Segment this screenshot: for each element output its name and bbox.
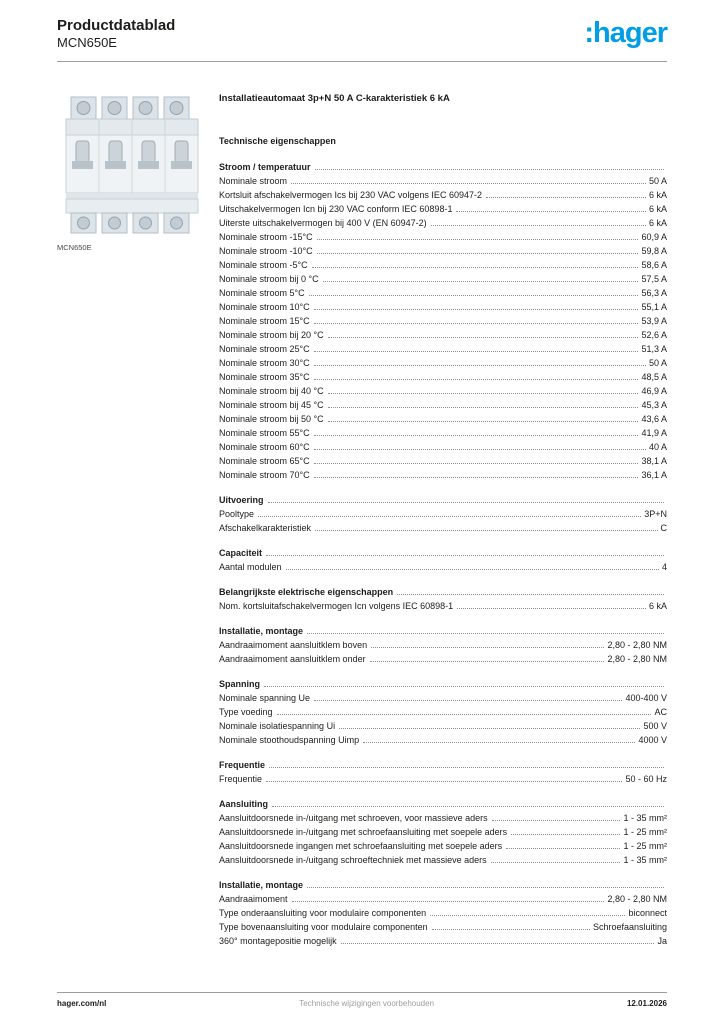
spec-label: Pooltype [219, 509, 255, 520]
header-titles [57, 17, 175, 51]
leader-dots [328, 393, 639, 394]
section-heading [219, 622, 667, 636]
section-heading-label: Frequentie [219, 760, 266, 771]
spec-row [219, 410, 667, 424]
spec-row [219, 904, 667, 918]
spec-row [219, 354, 667, 368]
spec-sections [219, 158, 667, 946]
leader-dots [456, 211, 646, 212]
spec-value: 40 A [648, 442, 667, 453]
leader-dots [370, 661, 605, 662]
leader-dots [430, 915, 625, 916]
section-heading-label: Belangrijkste elektrische eigenschappen [219, 587, 394, 598]
section-heading [219, 795, 667, 809]
spec-value: 2,80 - 2,80 NM [607, 640, 667, 651]
spec-value: 400-400 V [625, 693, 667, 704]
spec-label: Nominale stroom 70°C [219, 470, 310, 481]
spec-row [219, 597, 667, 611]
spec-value: 51,3 A [641, 344, 667, 355]
spec-row [219, 200, 667, 214]
section-heading [219, 544, 667, 558]
spec-value: 52,6 A [641, 330, 667, 341]
spec-label: Afschakelkarakteristiek [219, 523, 312, 534]
spec-row [219, 717, 667, 731]
leader-dots [315, 530, 657, 531]
spec-value: 50 - 60 Hz [625, 774, 667, 785]
header-divider [57, 61, 667, 62]
section-heading-label: Capaciteit [219, 548, 263, 559]
spec-value: 38,1 A [641, 456, 667, 467]
spec-row [219, 505, 667, 519]
leader-dots [491, 862, 621, 863]
spec-value: 48,5 A [641, 372, 667, 383]
section-heading [219, 158, 667, 172]
spec-value: 4 [661, 562, 667, 573]
footer-notice: Technische wijzigingen voorbehouden [299, 999, 435, 1008]
leader-dots [431, 225, 646, 226]
spec-value: 2,80 - 2,80 NM [607, 894, 667, 905]
leader-dots [266, 555, 664, 556]
spec-row [219, 452, 667, 466]
leader-dots [307, 887, 664, 888]
spec-value: 1 - 25 mm² [623, 841, 667, 852]
section-heading [219, 675, 667, 689]
leader-dots [317, 253, 639, 254]
spec-row [219, 809, 667, 823]
spec-row [219, 186, 667, 200]
spec-row [219, 689, 667, 703]
leader-dots [314, 700, 622, 701]
spec-row [219, 703, 667, 717]
spec-row [219, 650, 667, 664]
spec-label: Nominale stroom 5°C [219, 288, 305, 299]
product-code: MCN650E [57, 35, 117, 51]
leader-dots [317, 239, 639, 240]
spec-label: Nominale stroom 35°C [219, 372, 310, 383]
spec-value: 1 - 35 mm² [623, 855, 667, 866]
spec-label: Frequentie [219, 774, 263, 785]
tech-properties-heading: Technische eigenschappen [219, 136, 336, 147]
spec-row [219, 932, 667, 946]
spec-row [219, 284, 667, 298]
leader-dots [432, 929, 590, 930]
spec-row [219, 326, 667, 340]
leader-dots [328, 407, 639, 408]
product-image-column [57, 89, 207, 992]
leader-dots [328, 421, 639, 422]
spec-label: Nominale stoothoudspanning Uimp [219, 735, 360, 746]
spec-value: 58,6 A [641, 260, 667, 271]
spec-row [219, 424, 667, 438]
spec-label: Aansluitdoorsnede in-/uitgang met schroefaansluiting met soepele aders [219, 827, 508, 838]
leader-dots [269, 767, 664, 768]
spec-value: 45,3 A [641, 400, 667, 411]
leader-dots [272, 806, 664, 807]
spec-row [219, 228, 667, 242]
spec-label: Nominale stroom bij 40 °C [219, 386, 324, 397]
spec-value: 2,80 - 2,80 NM [607, 654, 667, 665]
section-heading [219, 756, 667, 770]
spec-row [219, 242, 667, 256]
spec-label: Aandraaimoment aansluitklem onder [219, 654, 366, 665]
footer-website: hager.com/nl [57, 999, 107, 1008]
leader-dots [315, 169, 664, 170]
spec-label: Type bovenaansluiting voor modulaire componenten [219, 922, 428, 933]
spec-row [219, 172, 667, 186]
spec-label: Type onderaansluiting voor modulaire componenten [219, 908, 427, 919]
spec-value: Schroefaansluiting [592, 922, 667, 933]
spec-value: 56,3 A [641, 288, 667, 299]
leader-dots [363, 742, 635, 743]
leader-dots [309, 295, 639, 296]
spec-value: 6 kA [648, 601, 667, 612]
section-heading-label: Installatie, montage [219, 880, 304, 891]
spec-row [219, 312, 667, 326]
leader-dots [312, 267, 639, 268]
section-heading-label: Spanning [219, 679, 260, 690]
leader-dots [314, 463, 639, 464]
leader-dots [457, 608, 646, 609]
spec-label: 360° montagepositie mogelijk [219, 936, 337, 947]
leader-dots [314, 351, 639, 352]
spec-label: Nom. kortsluitafschakelvermogen Icn volgens IEC 60898-1 [219, 601, 454, 612]
leader-dots [314, 379, 639, 380]
spec-value: 50 A [648, 176, 667, 187]
spec-label: Nominale stroom bij 45 °C [219, 400, 324, 411]
spec-value: AC [654, 707, 667, 718]
product-title: Installatieautomaat 3p+N 50 A C-karakteristiek 6 kA [219, 92, 450, 104]
spec-value: 55,1 A [641, 302, 667, 313]
spec-label: Nominale stroom bij 20 °C [219, 330, 324, 341]
spec-value: 6 kA [648, 190, 667, 201]
spec-value: Ja [657, 936, 667, 947]
leader-dots [292, 901, 605, 902]
header [57, 0, 667, 51]
spec-label: Aansluitdoorsnede in-/uitgang schroeftechniek met massieve aders [219, 855, 487, 866]
leader-dots [328, 337, 639, 338]
spec-label: Nominale stroom 55°C [219, 428, 310, 439]
spec-value: 6 kA [648, 204, 667, 215]
spec-row [219, 256, 667, 270]
spec-row [219, 466, 667, 480]
footer [57, 992, 667, 1024]
spec-label: Aandraaimoment aansluitklem boven [219, 640, 368, 651]
spec-label: Uitschakelvermogen Icn bij 230 VAC conform IEC 60898-1 [219, 204, 453, 215]
spec-row [219, 731, 667, 745]
spec-label: Type voeding [219, 707, 273, 718]
spec-value: C [660, 523, 667, 534]
footer-row [57, 993, 667, 1008]
spec-value: 53,9 A [641, 316, 667, 327]
spec-label: Aantal modulen [219, 562, 282, 573]
leader-dots [314, 323, 639, 324]
spec-value: 43,6 A [641, 414, 667, 425]
leader-dots [486, 197, 646, 198]
spec-row [219, 890, 667, 904]
spec-table [219, 89, 667, 992]
spec-row [219, 823, 667, 837]
content [57, 89, 667, 992]
leader-dots [314, 435, 639, 436]
spec-value: 6 kA [648, 218, 667, 229]
spec-label: Nominale stroom 30°C [219, 358, 310, 369]
leader-dots [264, 686, 664, 687]
spec-label: Nominale stroom -15°C [219, 232, 313, 243]
section-heading-label: Installatie, montage [219, 626, 304, 637]
spec-label: Aansluitdoorsnede ingangen met schroefaansluiting met soepele aders [219, 841, 503, 852]
leader-dots [314, 477, 639, 478]
spec-value: 3P+N [644, 509, 667, 520]
section-heading [219, 876, 667, 890]
circuit-breaker-illustration [57, 89, 207, 239]
section-heading-label: Uitvoering [219, 495, 264, 506]
leader-dots [341, 943, 655, 944]
spec-row [219, 368, 667, 382]
spec-label: Nominale spanning Ue [219, 693, 311, 704]
spec-label: Aandraaimoment [219, 894, 288, 905]
spec-label: Nominale stroom 10°C [219, 302, 310, 313]
spec-row [219, 270, 667, 284]
leader-dots [307, 633, 664, 634]
leader-dots [371, 647, 604, 648]
spec-label: Kortsluit afschakelvermogen Ics bij 230 VAC volgens IEC 60947-2 [219, 190, 482, 201]
leader-dots [323, 281, 639, 282]
spec-row [219, 636, 667, 650]
spec-row [219, 396, 667, 410]
leader-dots [286, 569, 659, 570]
spec-value: 1 - 35 mm² [623, 813, 667, 824]
spec-value: biconnect [628, 908, 667, 919]
leader-dots [266, 781, 622, 782]
leader-dots [506, 848, 620, 849]
section-heading [219, 491, 667, 505]
hager-logo: :hager [584, 17, 667, 49]
spec-value: 1 - 25 mm² [623, 827, 667, 838]
spec-row [219, 382, 667, 396]
spec-value: 57,5 A [641, 274, 667, 285]
leader-dots [277, 714, 652, 715]
spec-row [219, 558, 667, 572]
leader-dots [268, 502, 664, 503]
spec-row [219, 837, 667, 851]
leader-dots [314, 365, 646, 366]
leader-dots [314, 309, 639, 310]
leader-dots [314, 449, 646, 450]
leader-dots [339, 728, 640, 729]
leader-dots [511, 834, 620, 835]
spec-value: 4000 V [638, 735, 667, 746]
spec-row [219, 214, 667, 228]
section-heading-label: Aansluiting [219, 799, 268, 810]
spec-label: Nominale stroom -5°C [219, 260, 308, 271]
spec-label: Nominale stroom 60°C [219, 442, 310, 453]
spec-label: Aansluitdoorsnede in-/uitgang met schroeven, voor massieve aders [219, 813, 488, 824]
spec-value: 500 V [643, 721, 667, 732]
spec-label: Nominale isolatiespanning Ui [219, 721, 336, 732]
leader-dots [258, 516, 641, 517]
spec-label: Uiterste uitschakelvermogen bij 400 V (EN 60947-2) [219, 218, 427, 229]
spec-label: Nominale stroom [219, 176, 288, 187]
spec-value: 41,9 A [641, 428, 667, 439]
spec-value: 59,8 A [641, 246, 667, 257]
spec-label: Nominale stroom bij 0 °C [219, 274, 319, 285]
product-photo [57, 89, 207, 239]
spec-row [219, 298, 667, 312]
section-heading-label: Stroom / temperatuur [219, 162, 311, 173]
spec-label: Nominale stroom 25°C [219, 344, 310, 355]
spec-label: Nominale stroom -10°C [219, 246, 313, 257]
spec-value: 36,1 A [641, 470, 667, 481]
leader-dots [291, 183, 646, 184]
leader-dots [492, 820, 621, 821]
spec-label: Nominale stroom 65°C [219, 456, 310, 467]
section-heading [219, 583, 667, 597]
spec-row [219, 340, 667, 354]
spec-label: Nominale stroom bij 50 °C [219, 414, 324, 425]
spec-value: 46,9 A [641, 386, 667, 397]
spec-value: 50 A [648, 358, 667, 369]
doc-title: Productdatablad [57, 17, 176, 34]
spec-row [219, 770, 667, 784]
spec-row [219, 438, 667, 452]
spec-label: Nominale stroom 15°C [219, 316, 310, 327]
footer-date: 12.01.2026 [626, 999, 667, 1008]
product-image-caption: MCN650E [57, 242, 92, 252]
spec-row [219, 519, 667, 533]
spec-row [219, 918, 667, 932]
spec-row [219, 851, 667, 865]
leader-dots [397, 594, 664, 595]
spec-value: 60,9 A [641, 232, 667, 243]
